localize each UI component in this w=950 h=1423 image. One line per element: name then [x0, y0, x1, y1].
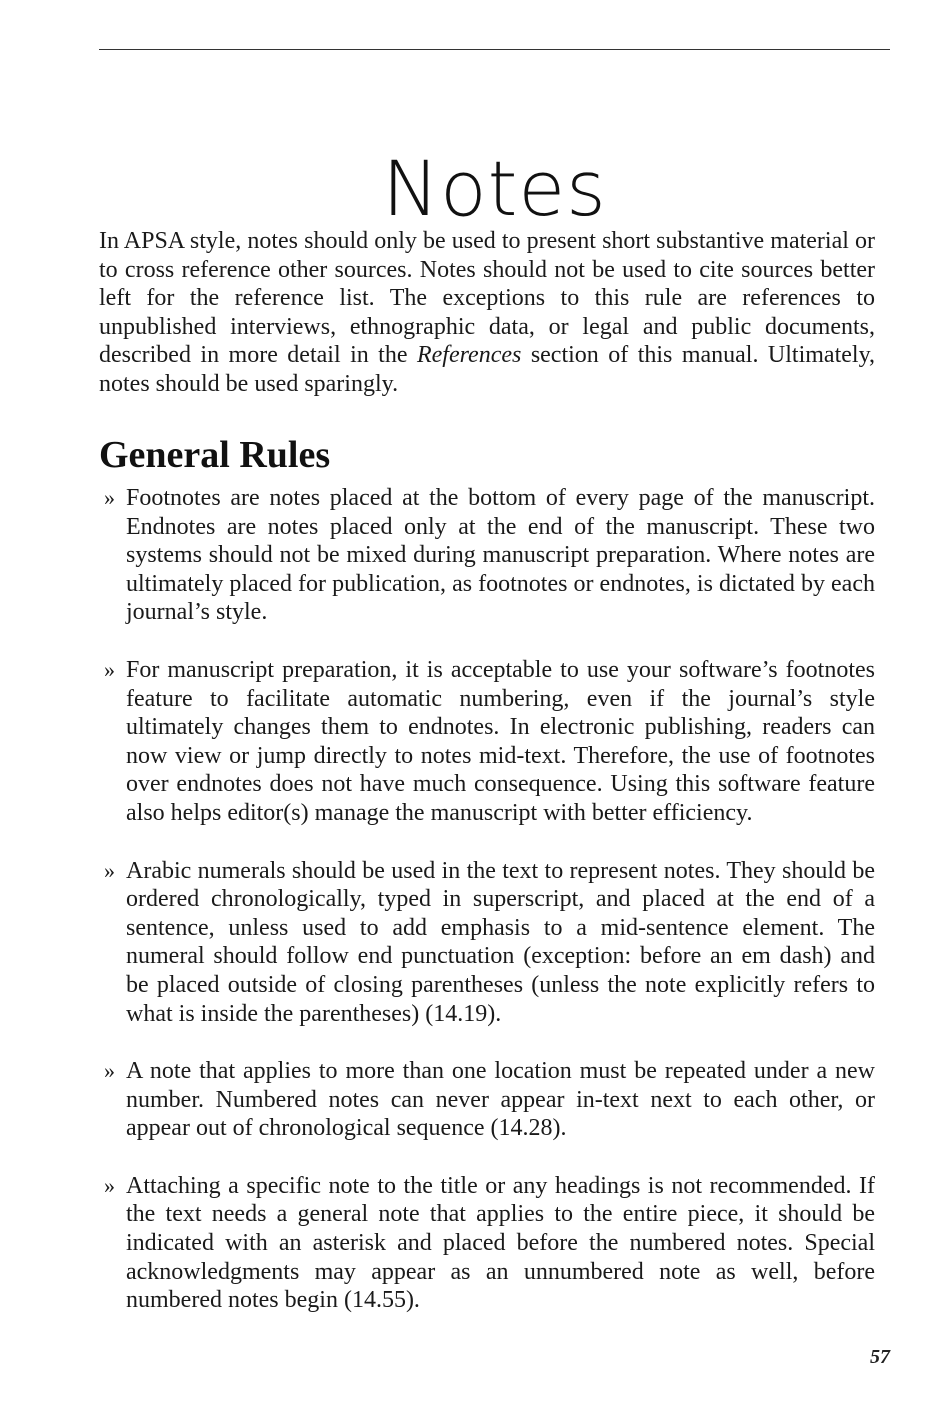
rule-item-footnotes-endnotes — [99, 484, 875, 627]
general-rules-list — [99, 484, 875, 1344]
rule-text: A note that applies to more than one location must be repeated under a new number. Numbered notes can never appear in-text next to each other, or appear out of chronological sequence (14.28). — [126, 1058, 875, 1142]
section-heading-general-rules: General Rules — [99, 434, 331, 476]
rule-item-software-footnotes — [99, 656, 875, 828]
rule-text: Attaching a specific note to the title or any headings is not recommended. If the text needs a general note that applies to the entire piece, it should be indicated with an asterisk and placed before the numbered notes. Special acknowledgments may appear as an unnumbered note as well, before numbered notes begin (14.55). — [126, 1172, 875, 1314]
intro-paragraph — [99, 227, 875, 399]
bullet-marker: » — [104, 656, 115, 682]
bullet-marker: » — [104, 1058, 115, 1084]
page-number: 57 — [870, 1346, 890, 1368]
rule-item-repeated-notes — [99, 1057, 875, 1143]
top-rule-divider — [99, 49, 890, 50]
bullet-marker: » — [104, 1172, 115, 1198]
intro-emphasis-references: References — [416, 342, 522, 369]
rule-text: For manuscript preparation, it is acceptable to use your software’s footnotes feature to facilitate automatic numbering, even if the journal’s style ultimately changes them to endnotes. In electronic publishing, readers can now view or jump directly to notes mid-text. Therefore, the use of footnotes over endnotes does not have much consequence. Using this software feature also helps editor(s) manage the manuscript with better efficiency. — [126, 656, 875, 826]
intro-text-before: In APSA style, notes should only be used to present short substantive material or to cross reference other sources. Notes should not be used to cite sources better left for the reference list. The exceptions to this rule are references to unpublished interviews, ethnographic data, or legal and public documents, described in more detail in the — [99, 228, 875, 369]
bullet-marker: » — [104, 857, 115, 883]
rule-item-arabic-numerals — [99, 857, 875, 1029]
page-title: Notes — [382, 143, 607, 233]
rule-text: Footnotes are notes placed at the bottom of every page of the manuscript. Endnotes are notes placed only at the end of the manuscript. These two systems should not be mixed during manuscript preparation. Where notes are ultimately placed for publication, as footnotes or endnotes, is dictated by each journal’s style. — [126, 485, 875, 626]
intro-text-after: section of this manual. Ultimately, notes should be used sparingly. — [99, 342, 876, 397]
rule-item-title-notes — [99, 1172, 875, 1315]
rule-text: Arabic numerals should be used in the text to represent notes. They should be ordered chronologically, typed in superscript, and placed at the end of a sentence, unless used to add emphasis to a mid-sentence element. The numeral should follow end punctuation (exception: before an em dash) and be placed outside of closing parentheses (unless the note explicitly refers to what is inside the parentheses) (14.19). — [126, 857, 875, 1027]
bullet-marker: » — [104, 485, 115, 510]
